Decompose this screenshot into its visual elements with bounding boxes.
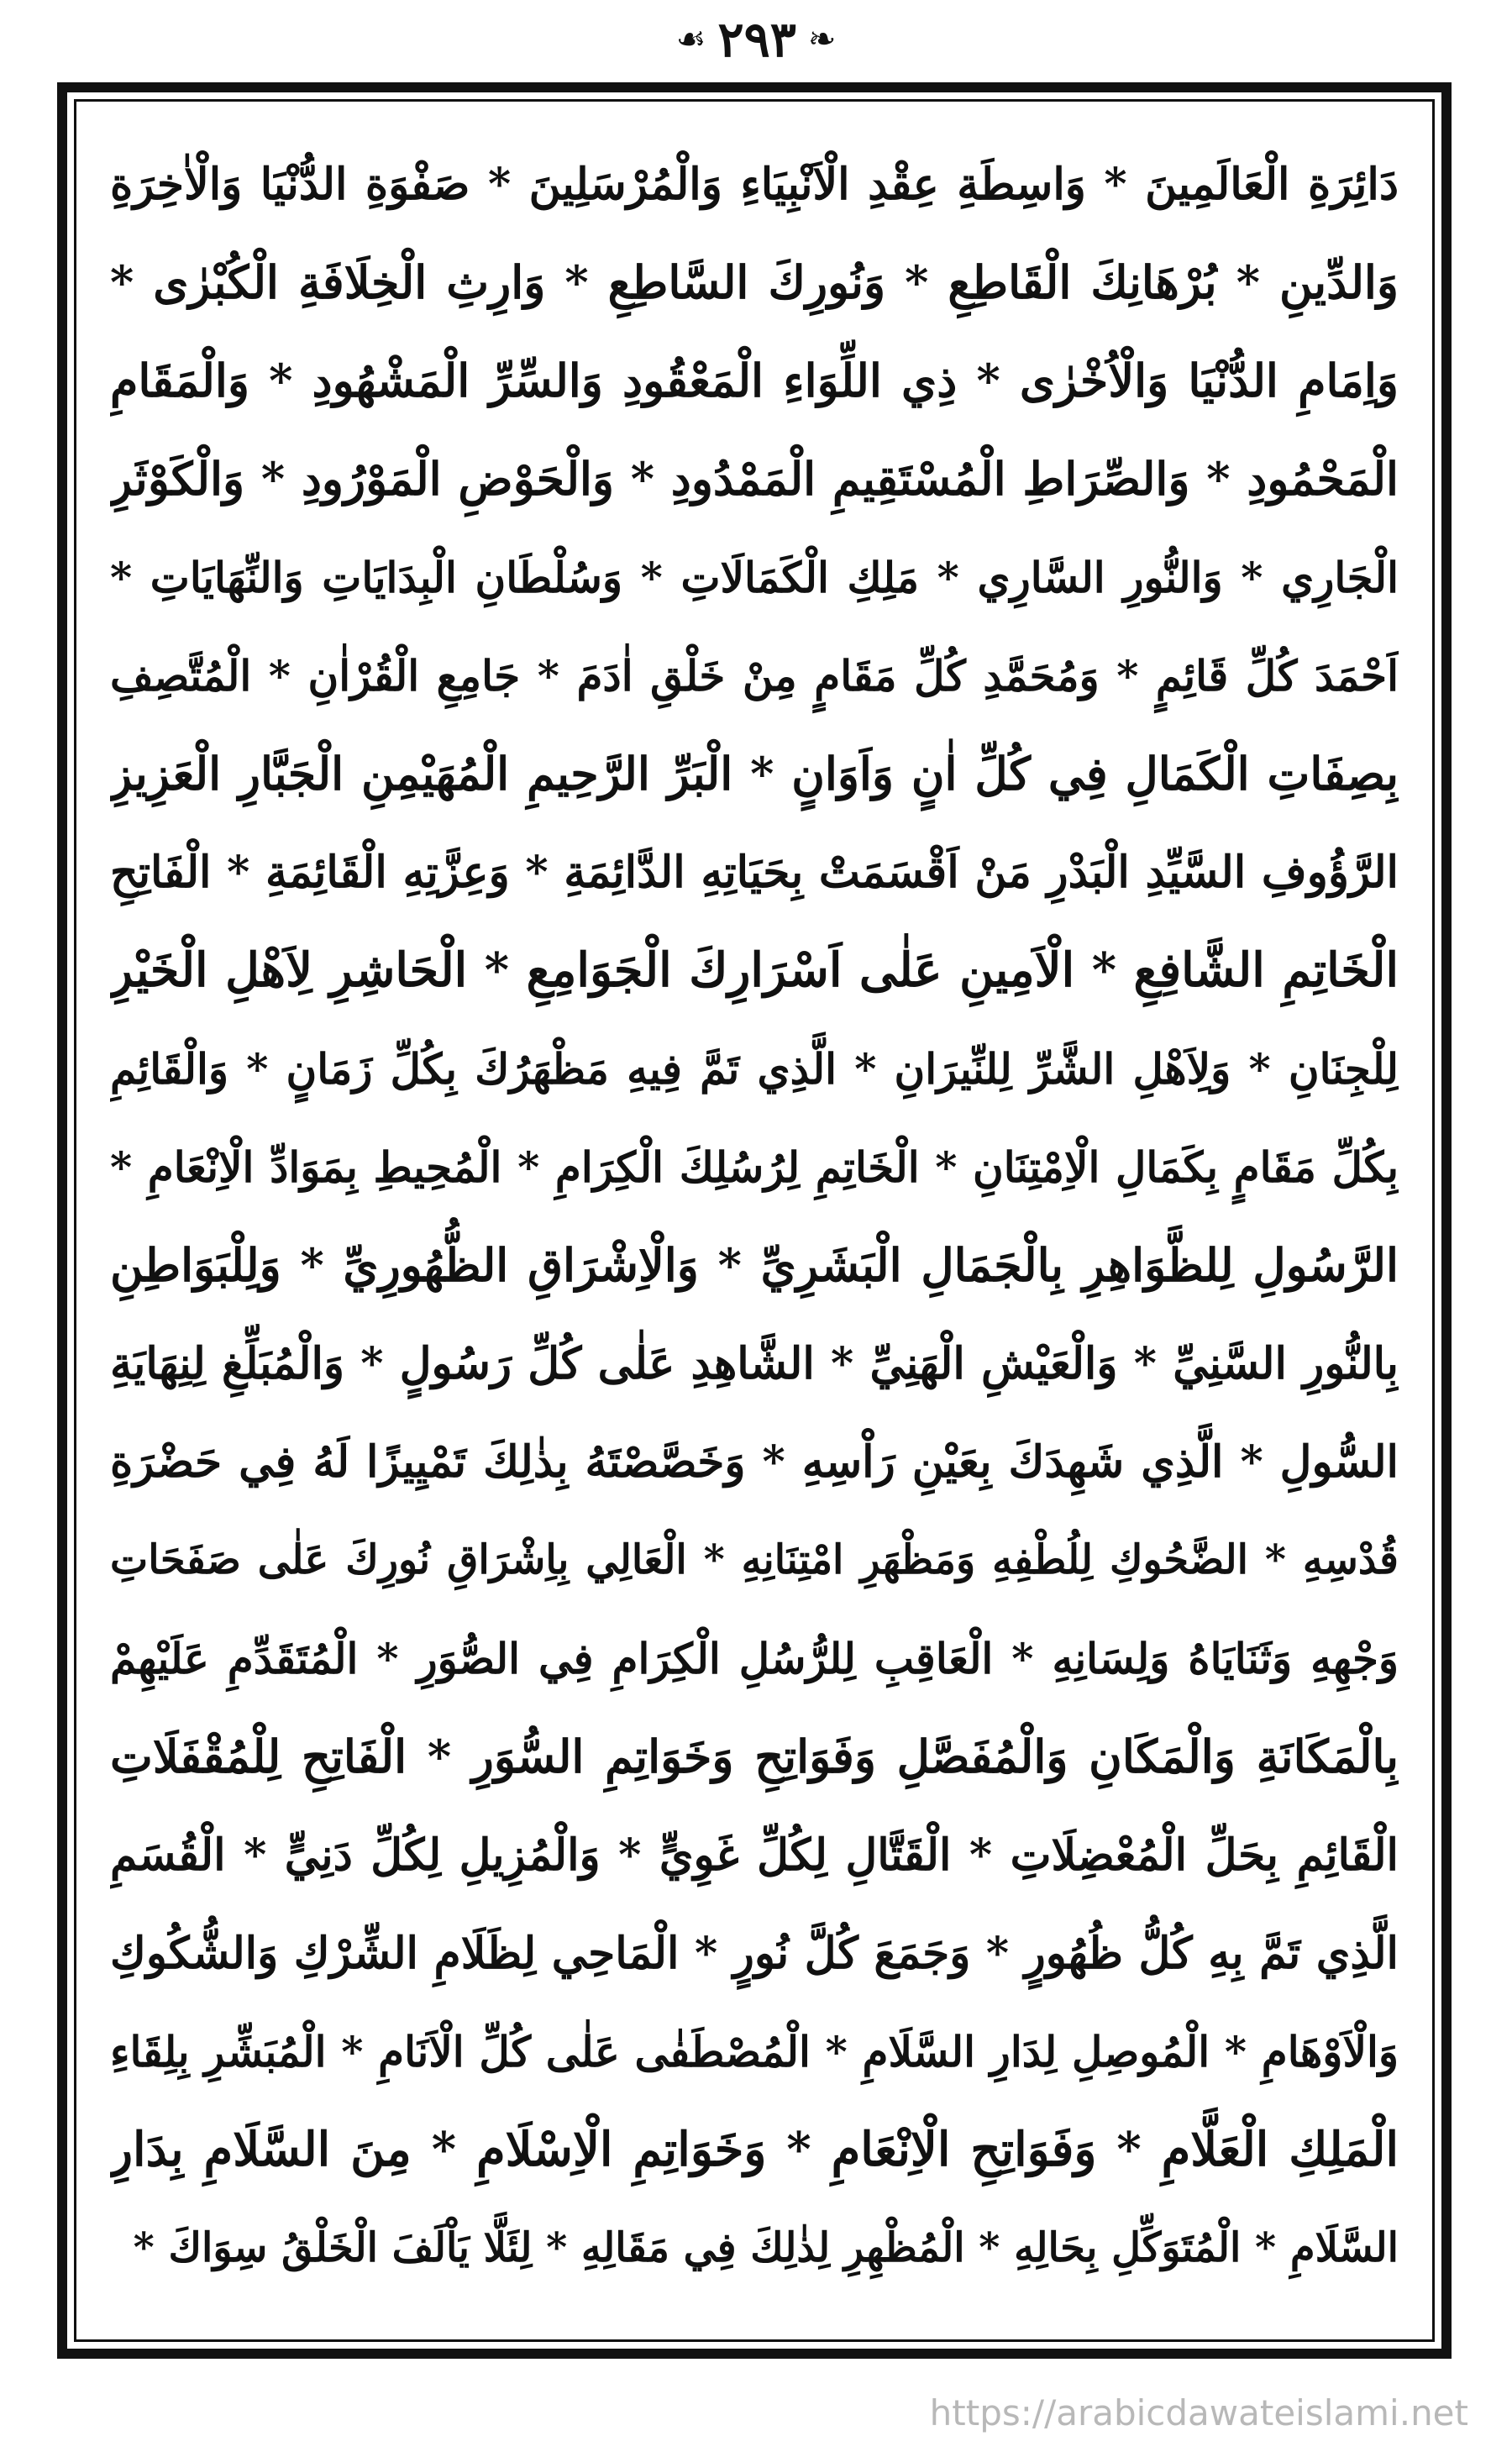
text-line: وَجْهِهِ وَثَنَايَاهُ وَلِسَانِهِ * الْعَاقِبِ لِلرُّسُلِ الْكِرَامِ فِي الصُّوَرِ * الْمُتَقَدِّمِ عَلَيْهِمْ bbox=[110, 1634, 1399, 1683]
page-number-group bbox=[675, 11, 837, 68]
text-line: بِصِفَاتِ الْكَمَالِ فِي كُلِّ اٰنٍ وَاَوَانٍ * الْبَرِّ الرَّحِيمِ الْمُهَيْمِنِ الْجَبَّارِ الْعَزِيزِ bbox=[110, 747, 1399, 801]
text-line: السُّولِ * الَّذِي شَهِدَكَ بِعَيْنِ رَاْسِهِ * وَخَصَّصْتَهُ بِذٰلِكَ تَمْيِيزًا لَهُ فِي حَضْرَةِ bbox=[110, 1436, 1399, 1488]
text-line: الْجَارِي * وَالنُّورِ السَّارِي * مَلِكِ الْكَمَالَاتِ * وَسُلْطَانِ الْبِدَايَاتِ وَالنِّهَايَاتِ * bbox=[110, 553, 1399, 602]
text-line: الرَّؤُوفِ السَّيِّدِ الْبَدْرِ مَنْ اَقْسَمَتْ بِحَيَاتِهِ الدَّائِمَةِ * وَعِزَّتِهِ الْقَائِمَةِ * الْفَاتِحِ bbox=[110, 847, 1399, 898]
text-line: لِلْجِنَانِ * وَلِاَهْلِ الشَّرِّ لِلنِّيرَانِ * الَّذِي تَمَّ فِيهِ مَظْهَرُكَ بِكُلِّ زَمَانٍ * وَالْقَائِمِ bbox=[110, 1044, 1399, 1094]
text-line: الْخَاتِمِ الشَّافِعِ * الْاَمِينِ عَلٰى اَسْرَارِكَ الْجَوَامِعِ * الْحَاشِرِ لِاَهْلِ الْخَيْرِ bbox=[110, 942, 1399, 998]
page-frame bbox=[57, 82, 1452, 2359]
body-text bbox=[110, 135, 1399, 2306]
text-line: الْقَائِمِ بِحَلِّ الْمُعْضِلَاتِ * الْقَتَّالِ لِكُلِّ غَوِيٍّ * وَالْمُزِيلِ لِكُلِّ دَنِيٍّ * الْقُسَمِ bbox=[110, 1830, 1399, 1881]
text-line: الرَّسُولِ لِلظَّوَاهِرِ بِالْجَمَالِ الْبَشَرِيِّ * وَالْاِشْرَاقِ الظُّهُورِيِّ * وَلِلْبَوَاطِنِ bbox=[110, 1238, 1399, 1292]
text-line: بِكُلِّ مَقَامٍ بِكَمَالِ الْاِمْتِنَانِ * الْخَاتِمِ لِرُسُلِكَ الْكِرَامِ * الْمُحِيطِ بِمَوَادِّ الْاِنْعَامِ * bbox=[110, 1142, 1399, 1192]
text-line: الَّذِي تَمَّ بِهِ كُلُّ ظُهُورٍ * وَجَمَعَ كُلَّ نُورٍ * الْمَاحِي لِظَلَامِ الشِّرْكِ وَالشُّكُوكِ bbox=[110, 1928, 1399, 1979]
ornament-right-icon: ❧ bbox=[807, 20, 837, 59]
text-line: دَائِرَةِ الْعَالَمِينَ * وَاسِطَةِ عِقْدِ الْاَنْبِيَاءِ وَالْمُرْسَلِينَ * صَفْوَةِ الدُّنْيَا وَالْاٰخِرَةِ bbox=[110, 159, 1399, 210]
page-frame-inner bbox=[74, 99, 1435, 2342]
text-line: وَالدِّينِ * بُرْهَانِكَ الْقَاطِعِ * وَنُورِكَ السَّاطِعِ * وَارِثِ الْخِلَافَةِ الْكُبْرٰى * bbox=[110, 255, 1399, 309]
text-line: وَاِمَامِ الدُّنْيَا وَالْاُخْرٰى * ذِي اللِّوَاءِ الْمَعْقُودِ وَالسِّرِّ الْمَشْهُودِ * وَالْمَقَامِ bbox=[110, 354, 1399, 407]
text-line: وَالْاَوْهَامِ * الْمُوصِلِ لِدَارِ السَّلَامِ * الْمُصْطَفٰى عَلٰى كُلِّ الْاَنَامِ * الْمُبَشِّرِ بِلِقَاءِ bbox=[110, 2027, 1399, 2076]
watermark-url: https://arabicdawateislami.net bbox=[929, 2392, 1468, 2433]
page-number: ٢٩٣ bbox=[717, 11, 796, 68]
text-line: السَّلَامِ * الْمُتَوَكِّلِ بِحَالِهِ * الْمُظْهِرِ لِذٰلِكَ فِي مَقَالِهِ * لِئَلَّا يَاْلَفَ الْخَلْقُ سِوَاكَ * bbox=[133, 2224, 1399, 2271]
page-header bbox=[0, 10, 1512, 69]
text-line: الْمَحْمُودِ * وَالصِّرَاطِ الْمُسْتَقِيمِ الْمَمْدُودِ * وَالْحَوْضِ الْمَوْرُودِ * وَالْكَوْثَرِ bbox=[110, 452, 1399, 506]
text-line: بِالْمَكَانَةِ وَالْمَكَانِ وَالْمُفَصَّلِ وَفَوَاتِحِ وَخَوَاتِمِ السُّوَرِ * الْفَاتِحِ لِلْمُقْفَلَاتِ bbox=[110, 1730, 1399, 1783]
text-line: الْمَلِكِ الْعَلَّامِ * وَفَوَاتِحِ الْاِنْعَامِ * وَخَوَاتِمِ الْاِسْلَامِ * مِنَ السَّلَامِ بِدَارِ bbox=[110, 2122, 1399, 2177]
text-line: قُدْسِهِ * الضَّحُوكِ لِلُطْفِهِ وَمَظْهَرِ امْتِنَانِهِ * الْعَالِي بِاِشْرَاقِ نُورِكَ عَلٰى صَفَحَاتِ bbox=[110, 1536, 1399, 1583]
ornament-left-icon: ☙ bbox=[675, 20, 706, 59]
text-line: بِالنُّورِ السَّنِيِّ * وَالْعَيْشِ الْهَنِيِّ * الشَّاهِدِ عَلٰى كُلِّ رَسُولٍ * وَالْمُبَلِّغِ لِنِهَايَةِ bbox=[110, 1338, 1399, 1389]
text-line: اَحْمَدَ كُلِّ قَائِمٍ * وَمُحَمَّدِ كُلِّ مَقَامٍ مِنْ خَلْقِ اٰدَمَ * جَامِعِ الْقُرْاٰنِ * الْمُتَّصِفِ bbox=[110, 651, 1399, 701]
